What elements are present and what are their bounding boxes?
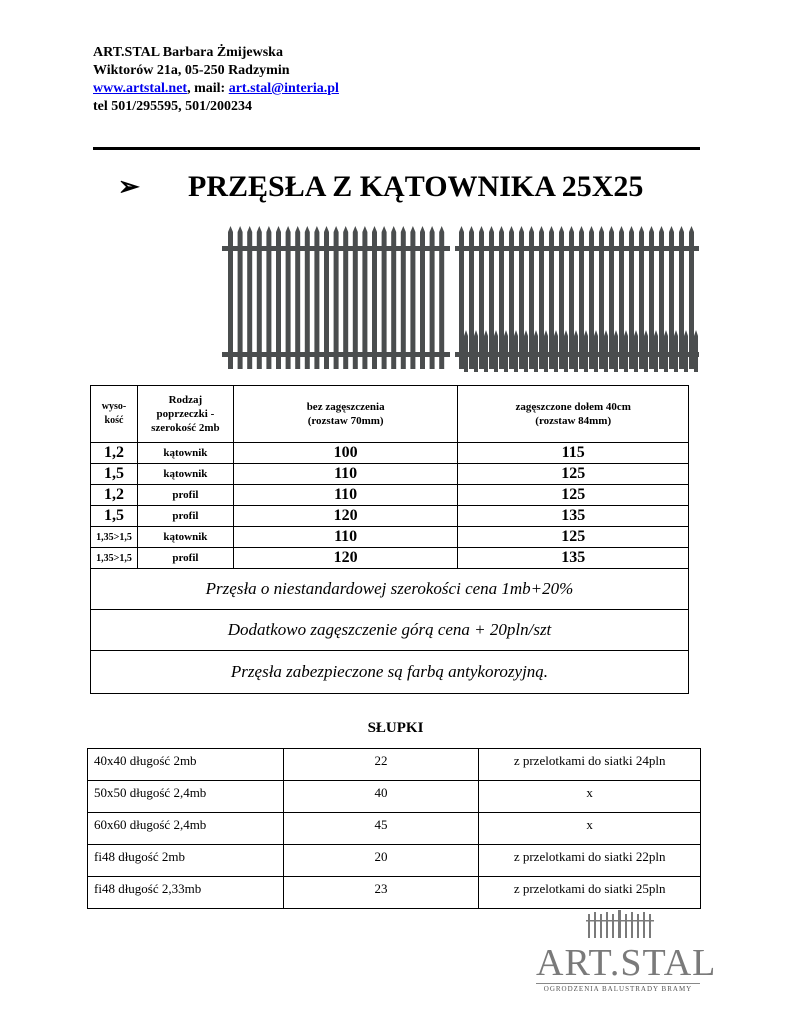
fence-picket xyxy=(619,226,624,369)
fence-panel-dense xyxy=(455,224,699,374)
post-note-cell: z przelotkami do siatki 22pln xyxy=(479,845,701,877)
header-dense: zagęszczone dołem 40cm (rozstaw 84mm) xyxy=(458,386,689,443)
fence-picket xyxy=(372,226,377,369)
fence-picket xyxy=(604,330,608,372)
fence-picket xyxy=(594,330,598,372)
fence-picket xyxy=(564,330,568,372)
post-name-cell: 60x60 długość 2,4mb xyxy=(88,813,284,845)
post-note-cell: z przelotkami do siatki 25pln xyxy=(479,877,701,909)
fence-picket xyxy=(599,226,604,369)
fence-picket xyxy=(489,226,494,369)
post-name-cell: fi48 długość 2mb xyxy=(88,845,284,877)
plain-price-cell: 110 xyxy=(233,485,458,506)
post-price-cell: 23 xyxy=(283,877,479,909)
fence-picket xyxy=(420,226,425,369)
type-cell: kątownik xyxy=(137,464,233,485)
fence-picket xyxy=(639,226,644,369)
note-row xyxy=(91,651,689,694)
height-cell: 1,5 xyxy=(91,464,138,485)
fence-picket xyxy=(382,226,387,369)
type-cell: profil xyxy=(137,548,233,569)
post-price-cell: 20 xyxy=(283,845,479,877)
fence-picket xyxy=(679,226,684,369)
post-note-cell: z przelotkami do siatki 24pln xyxy=(479,749,701,781)
fence-picket xyxy=(634,330,638,372)
company-address: Wiktorów 21a, 05-250 Radzymin xyxy=(93,63,290,78)
fence-picket xyxy=(391,226,396,369)
fence-picket xyxy=(614,330,618,372)
note-anticorrosion: Przęsła zabezpieczone są farbą antykorozyjną. xyxy=(91,651,689,694)
price-table-header xyxy=(91,386,689,443)
fence-picket xyxy=(579,226,584,369)
header-divider xyxy=(93,147,700,150)
table-row xyxy=(88,845,701,877)
header-height: wyso- kość xyxy=(91,386,138,443)
fence-picket xyxy=(266,226,271,369)
height-cell: 1,35>1,5 xyxy=(91,527,138,548)
fence-picket xyxy=(499,226,504,369)
company-contact xyxy=(93,80,339,98)
table-row xyxy=(91,485,689,506)
post-name-cell: fi48 długość 2,33mb xyxy=(88,877,284,909)
type-cell: kątownik xyxy=(137,527,233,548)
fence-picket xyxy=(524,330,528,372)
fence-picket xyxy=(689,226,694,369)
table-row xyxy=(88,781,701,813)
logo-tagline: OGRODZENIA BALUSTRADY BRAMY xyxy=(536,983,700,993)
fence-picket xyxy=(644,330,648,372)
fence-picket xyxy=(694,330,698,372)
company-header xyxy=(93,44,339,116)
fence-picket xyxy=(674,330,678,372)
fence-picket xyxy=(544,330,548,372)
fence-picket xyxy=(484,330,488,372)
plain-price-cell: 110 xyxy=(233,527,458,548)
fence-picket xyxy=(659,226,664,369)
fence-picket xyxy=(430,226,435,369)
fence-picket xyxy=(649,226,654,369)
table-row xyxy=(91,464,689,485)
fence-picket xyxy=(684,330,688,372)
fence-picket xyxy=(401,226,406,369)
posts-table xyxy=(87,748,701,909)
fence-picket xyxy=(474,330,478,372)
fence-picket xyxy=(569,226,574,369)
dense-price-cell: 115 xyxy=(458,443,689,464)
fence-picket xyxy=(286,226,291,369)
dense-price-cell: 135 xyxy=(458,548,689,569)
fence-picket xyxy=(494,330,498,372)
post-note-cell: x xyxy=(479,781,701,813)
post-price-cell: 40 xyxy=(283,781,479,813)
arrow-bullet-icon: ➢ xyxy=(118,172,140,201)
fence-picket xyxy=(469,226,474,369)
header-type: Rodzaj poprzeczki - szerokość 2mb xyxy=(137,386,233,443)
post-name-cell: 50x50 długość 2,4mb xyxy=(88,781,284,813)
fence-picket xyxy=(305,226,310,369)
fence-picket xyxy=(589,226,594,369)
fence-panel-plain xyxy=(222,224,450,374)
post-price-cell: 45 xyxy=(283,813,479,845)
fence-picket xyxy=(519,226,524,369)
table-row xyxy=(88,813,701,845)
fence-picket xyxy=(504,330,508,372)
height-cell: 1,2 xyxy=(91,443,138,464)
fence-picket xyxy=(514,330,518,372)
type-cell: profil xyxy=(137,506,233,527)
fence-picket xyxy=(624,330,628,372)
company-logo xyxy=(536,908,717,993)
website-link[interactable]: www.artstal.net xyxy=(93,81,188,96)
company-phone: tel 501/295595, 501/200234 xyxy=(93,99,253,114)
fence-picket xyxy=(534,330,538,372)
table-row xyxy=(91,548,689,569)
fence-picket xyxy=(459,226,464,369)
table-row xyxy=(91,443,689,464)
table-row xyxy=(91,506,689,527)
plain-price-cell: 100 xyxy=(233,443,458,464)
table-row xyxy=(91,527,689,548)
page-title-text: PRZĘSŁA Z KĄTOWNIKA 25X25 xyxy=(188,170,644,203)
post-name-cell: 40x40 długość 2mb xyxy=(88,749,284,781)
fence-picket xyxy=(509,226,514,369)
type-cell: kątownik xyxy=(137,443,233,464)
fence-picket xyxy=(529,226,534,369)
fence-picket xyxy=(257,226,262,369)
post-price-cell: 22 xyxy=(283,749,479,781)
fence-picket xyxy=(228,226,233,369)
price-table xyxy=(90,385,689,694)
email-link[interactable]: art.stal@interia.pl xyxy=(228,81,339,96)
fence-picket xyxy=(353,226,358,369)
mail-label: , mail: xyxy=(187,81,229,96)
fence-picket xyxy=(439,226,444,369)
fence-picket xyxy=(629,226,634,369)
height-cell: 1,5 xyxy=(91,506,138,527)
plain-price-cell: 110 xyxy=(233,464,458,485)
type-cell: profil xyxy=(137,485,233,506)
company-name: ART.STAL Barbara Żmijewska xyxy=(93,45,283,60)
note-row xyxy=(91,569,689,610)
fence-picket xyxy=(238,226,243,369)
fence-picket xyxy=(559,226,564,369)
dense-price-cell: 125 xyxy=(458,527,689,548)
height-cell: 1,2 xyxy=(91,485,138,506)
fence-picket xyxy=(247,226,252,369)
fence-picket xyxy=(276,226,281,369)
fence-picket xyxy=(609,226,614,369)
fence-picket xyxy=(362,226,367,369)
fence-picket xyxy=(410,226,415,369)
posts-title: SŁUPKI xyxy=(367,720,424,736)
fence-picket xyxy=(314,226,319,369)
page-title xyxy=(118,170,643,204)
dense-price-cell: 125 xyxy=(458,464,689,485)
plain-price-cell: 120 xyxy=(233,506,458,527)
fence-picket xyxy=(479,226,484,369)
note-row xyxy=(91,610,689,651)
note-nonstandard-width: Przęsła o niestandardowej szerokości cena 1mb+20% xyxy=(91,569,689,610)
dense-price-cell: 135 xyxy=(458,506,689,527)
fence-picket xyxy=(664,330,668,372)
logo-fence-icon xyxy=(536,908,700,938)
table-row xyxy=(88,749,701,781)
post-note-cell: x xyxy=(479,813,701,845)
fence-picket xyxy=(549,226,554,369)
fence-picket xyxy=(343,226,348,369)
fence-picket xyxy=(669,226,674,369)
logo-name: ART.STAL xyxy=(536,942,717,984)
fence-picket xyxy=(334,226,339,369)
fence-picket xyxy=(584,330,588,372)
table-row xyxy=(88,877,701,909)
height-cell: 1,35>1,5 xyxy=(91,548,138,569)
header-plain: bez zagęszczenia (rozstaw 70mm) xyxy=(233,386,458,443)
fence-picket xyxy=(324,226,329,369)
fence-picket xyxy=(539,226,544,369)
dense-price-cell: 125 xyxy=(458,485,689,506)
fence-picket xyxy=(554,330,558,372)
fence-picket xyxy=(464,330,468,372)
note-top-density: Dodatkowo zagęszczenie górą cena + 20pln/szt xyxy=(91,610,689,651)
fence-picket xyxy=(654,330,658,372)
plain-price-cell: 120 xyxy=(233,548,458,569)
fence-picket xyxy=(295,226,300,369)
fence-picket xyxy=(574,330,578,372)
